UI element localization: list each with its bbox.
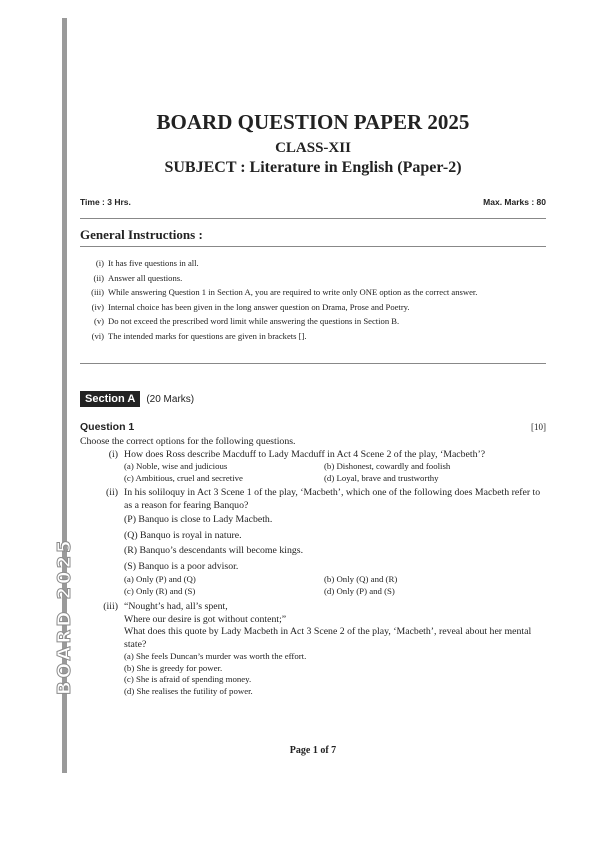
instruction-item: (i) It has five questions in all. [95,258,199,268]
question-title: Question 1 [80,421,135,433]
divider [80,246,546,247]
question-i: (i) How does Ross describe Macduff to Lady Macduff in Act 4 Scene 2 of the play, ‘Macbeth’? [108,448,486,460]
class-label: CLASS-XII [275,140,351,156]
instructions-list [80,258,546,345]
page-number: Page 1 of 7 [289,745,337,756]
options-i: (a) Noble, wise and judicious (b) Dishonest, cowardly and foolish (c) Ambitious, cruel and secretive (d) Loyal, brave and trustworthy [124,461,451,483]
section-label: Section A [80,391,140,407]
statement: (Q) Banquo is royal in nature. [124,529,242,541]
instruction-item: (iv) Internal choice has been given in the long answer question on Drama, Prose and Poetry. [91,301,410,312]
option: (d) She realises the futility of power. [124,685,253,696]
question-intro: Choose the correct options for the following questions. [80,436,296,447]
question-iii: (iii) “Nought’s had, all’s spent, [103,601,228,612]
divider [80,218,546,219]
question-heading [80,421,546,433]
question-marks: [10] [531,422,546,432]
question-body [80,436,546,697]
instruction-item: (v) Do not exceed the prescribed word limit while answering the questions in Section B. [93,316,400,326]
instruction-item: (vi) The intended marks for questions are given in brackets []. [91,330,307,341]
time-label: Time : 3 Hrs. [80,197,131,207]
quote-line: Where our desire is got without content;” [124,613,287,625]
option: (b) She is greedy for power. [124,662,223,673]
option: (c) She is afraid of spending money. [124,674,252,684]
question-ii: (ii) In his soliloquy in Act 3 Scene 1 of the play, ‘Macbeth’, which one of the following does Macbeth refer to as a reason for fearing Banquo? [106,487,541,511]
section-heading [80,389,194,407]
divider [80,363,546,364]
statement: (S) Banquo is a poor advisor. [124,560,239,572]
meta-row [80,197,546,207]
statement: (P) Banquo is close to Lady Macbeth. [124,514,273,525]
instruction-item: (iii) While answering Question 1 in Section A, you are required to write only ONE option as the correct answer. [91,287,478,297]
option: (a) She feels Duncan’s murder was worth the effort. [124,651,307,661]
section-marks: (20 Marks) [146,394,195,405]
question-iii-text: What does this quote by Lady Macbeth in Act 3 Scene 2 of the play, ‘Macbeth’, reveal about her mental state? [124,626,532,650]
options-ii: (a) Only (P) and (Q) (b) Only (Q) and (R) (c) Only (R) and (S) (d) Only (P) and (S) [124,574,398,596]
instructions-title: General Instructions : [80,227,203,242]
statement: (R) Banquo’s descendants will become kings. [124,545,304,556]
max-marks-label: Max. Marks : 80 [483,197,546,207]
subject-label: SUBJECT : Literature in English (Paper-2) [164,159,462,176]
instruction-item: (ii) Answer all questions. [93,272,183,283]
paper-title: BOARD QUESTION PAPER 2025 [156,110,470,134]
sidebar-watermark: BOARD 2025 [54,537,75,695]
